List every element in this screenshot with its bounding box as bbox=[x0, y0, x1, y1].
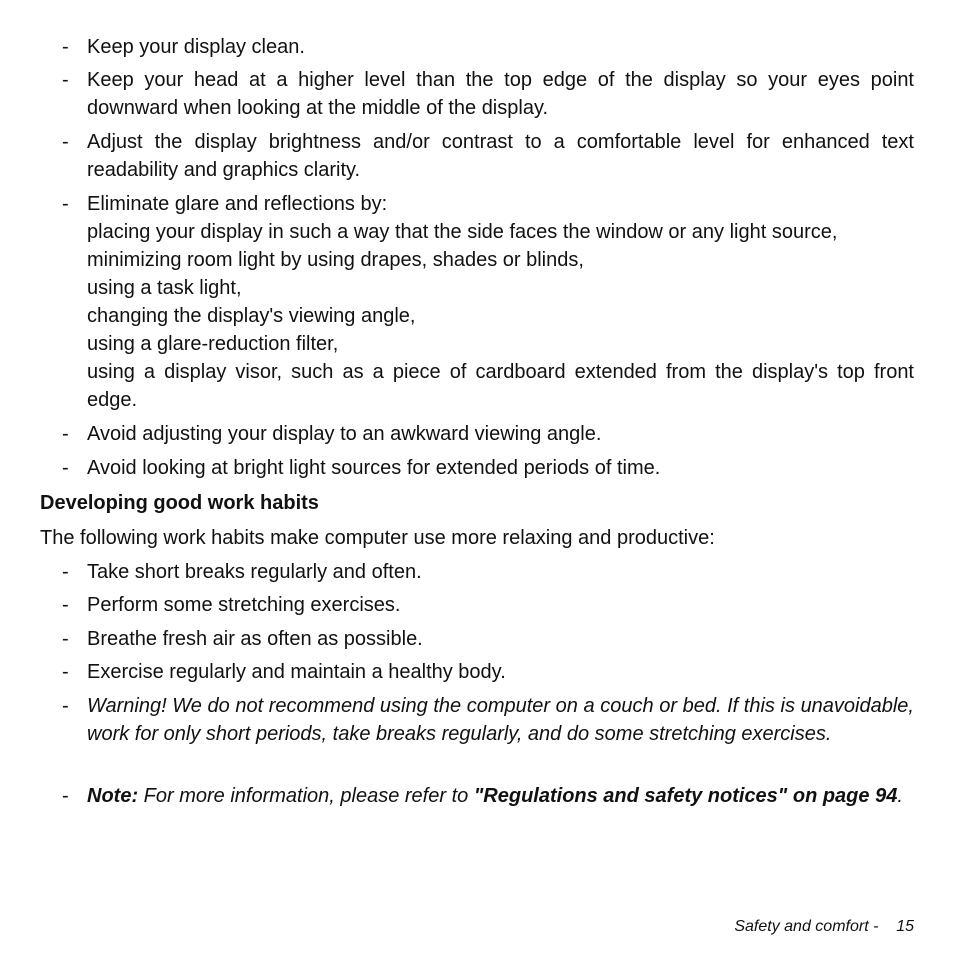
list-item bbox=[62, 66, 914, 122]
glare-tip: placing your display in such a way that the side faces the window or any light source, bbox=[87, 221, 838, 243]
list-item-text: Adjust the display brightness and/or contrast to a comfortable level for enhanced text readability and graphics clarity. bbox=[87, 131, 914, 181]
bullet-dash: - bbox=[62, 661, 69, 683]
bullet-dash: - bbox=[62, 69, 69, 91]
note-body: For more information, please refer to bbox=[138, 785, 474, 807]
list-item bbox=[62, 33, 914, 61]
bullet-dash: - bbox=[62, 193, 69, 215]
bullet-dash: - bbox=[62, 785, 69, 807]
list-item-warning bbox=[62, 692, 914, 776]
list-item bbox=[62, 658, 914, 686]
bullet-dash: - bbox=[62, 561, 69, 583]
bullet-dash: - bbox=[62, 131, 69, 153]
list-item bbox=[62, 190, 914, 414]
section-intro: The following work habits make computer use more relaxing and productive: bbox=[40, 527, 715, 549]
list-item-text bbox=[87, 190, 914, 414]
list-item bbox=[62, 558, 914, 586]
list-item-text: Keep your head at a higher level than the top edge of the display so your eyes point downward when looking at the middle of the display. bbox=[87, 69, 914, 119]
list-item bbox=[62, 591, 914, 619]
list-item-text: Breathe fresh air as often as possible. bbox=[87, 628, 423, 650]
glare-intro: Eliminate glare and reflections by: bbox=[87, 193, 388, 215]
footer-section-title: Safety and comfort - bbox=[734, 918, 879, 935]
list-item-text: Take short breaks regularly and often. bbox=[87, 561, 422, 583]
list-item-text: Avoid looking at bright light sources for extended periods of time. bbox=[87, 457, 661, 479]
bullet-dash: - bbox=[62, 423, 69, 445]
glare-tip: using a task light, bbox=[87, 277, 242, 299]
bullet-dash: - bbox=[62, 36, 69, 58]
warning-text: Warning! We do not recommend using the computer on a couch or bed. If this is unavoidable, work for only short periods, take breaks regularly, and do some stretching exercises. bbox=[87, 695, 914, 745]
page-footer bbox=[734, 916, 914, 938]
glare-tip: using a glare-reduction filter, bbox=[87, 333, 339, 355]
bullet-dash: - bbox=[62, 594, 69, 616]
list-item bbox=[62, 128, 914, 184]
note-end: . bbox=[897, 785, 903, 807]
list-item bbox=[62, 454, 914, 482]
list-item-text: Avoid adjusting your display to an awkward viewing angle. bbox=[87, 423, 602, 445]
note-label: Note: bbox=[87, 785, 139, 807]
section-heading: Developing good work habits bbox=[40, 492, 319, 514]
bullet-dash: - bbox=[62, 695, 69, 717]
list-item-text: Exercise regularly and maintain a healthy body. bbox=[87, 661, 506, 683]
glare-tip: using a display visor, such as a piece of cardboard extended from the display's top front edge. bbox=[87, 361, 914, 411]
bullet-dash: - bbox=[62, 628, 69, 650]
cross-reference-link[interactable]: "Regulations and safety notices" on page 94 bbox=[473, 785, 898, 807]
list-item-note bbox=[62, 782, 914, 838]
list-item-text: Keep your display clean. bbox=[87, 36, 305, 58]
glare-tip: minimizing room light by using drapes, shades or blinds, bbox=[87, 249, 584, 271]
bullet-dash: - bbox=[62, 457, 69, 479]
note-text bbox=[87, 782, 914, 810]
glare-tip: changing the display's viewing angle, bbox=[87, 305, 416, 327]
list-item-text: Perform some stretching exercises. bbox=[87, 594, 401, 616]
list-item bbox=[62, 625, 914, 653]
list-item bbox=[62, 420, 914, 448]
page-number: 15 bbox=[896, 918, 914, 935]
